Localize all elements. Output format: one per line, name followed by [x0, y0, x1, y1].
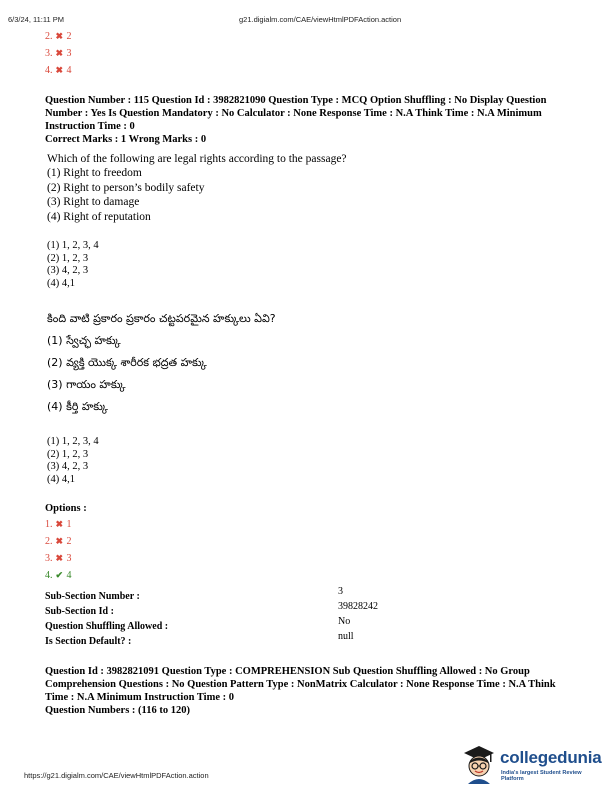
- subsection-row: Question Shuffling Allowed : No: [45, 616, 351, 632]
- statement-item: (3) Right to damage: [47, 196, 140, 208]
- question-stem-english: Which of the following are legal rights according to the passage?: [47, 153, 347, 165]
- print-datetime: 6/3/24, 11:11 PM: [8, 15, 65, 24]
- logo-wordmark: collegedunia: [500, 748, 602, 767]
- option-item: 1. ✖ 1: [45, 516, 72, 533]
- subsection-table: [45, 586, 378, 647]
- option-item: 3. ✖ 3: [45, 550, 72, 567]
- choice-item: (1) 1, 2, 3, 4: [47, 240, 99, 251]
- option-item: 2. ✖ 2: [45, 28, 72, 45]
- subsection-row: Sub-Section Id : 39828242: [45, 601, 378, 617]
- choice-item: (3) 4, 2, 3: [47, 461, 89, 472]
- choice-item: (3) 4, 2, 3: [47, 265, 89, 276]
- next-question-meta: Question Id : 3982821091 Question Type : COMPREHENSION Sub Question Shuffling Allowed : No Group Comprehension Questions : No Question Pattern Type : NonMatrix Calculator : None Response Time : N.A Think Time : N.A Minimum Instruction Time : 0: [45, 666, 556, 703]
- choice-list-telugu: [47, 436, 99, 486]
- question-numbers-range: Question Numbers : (116 to 120): [45, 705, 190, 716]
- choice-item: (2) 1, 2, 3: [47, 252, 89, 264]
- options-list: [45, 516, 72, 584]
- choice-item: (1) 1, 2, 3, 4: [47, 436, 99, 447]
- wrong-mark-icon: ✖: [55, 31, 64, 41]
- option-item: 4. ✖ 4: [45, 62, 72, 79]
- collegedunia-logo: [462, 744, 602, 784]
- print-url: g21.digialm.com/CAE/viewHtmlPDFAction.action: [239, 15, 402, 24]
- statement-item: (4) Right of reputation: [47, 210, 151, 223]
- statement-item: (2) వ్యక్తి యొక్క శారీరక భద్రత హక్కు: [47, 356, 207, 369]
- statement-item: (4) కీర్తి హక్కు: [47, 400, 108, 413]
- statement-list-telugu: [47, 330, 207, 418]
- question-stem-telugu: కింది వాటి ప్రకారం ప్రకారం చట్టపరమైన హక్కులు ఏవి?: [47, 312, 276, 325]
- statement-item: (1) స్వేచ్ఛ హక్కు: [47, 334, 121, 347]
- choice-item: (4) 4,1: [47, 473, 75, 485]
- option-item: 2. ✖ 2: [45, 533, 72, 550]
- question-marks: Correct Marks : 1 Wrong Marks : 0: [45, 134, 207, 145]
- logo-tagline: India's largest Student Review Platform: [501, 770, 582, 782]
- statement-item: (3) గాయం హక్కు: [47, 378, 126, 391]
- wrong-mark-icon: ✖: [55, 536, 64, 546]
- check-mark-icon: ✔: [55, 570, 64, 580]
- wrong-mark-icon: ✖: [55, 65, 64, 75]
- option-item: 3. ✖ 3: [45, 45, 72, 62]
- wrong-mark-icon: ✖: [55, 553, 64, 563]
- statement-item: (1) Right to freedom: [47, 167, 142, 179]
- wrong-mark-icon: ✖: [55, 48, 64, 58]
- subsection-row: Sub-Section Number : 3: [45, 586, 343, 602]
- statement-list-english: [47, 166, 204, 224]
- student-mascot-icon: [462, 744, 496, 784]
- statement-item: (2) Right to person’s bodily safety: [47, 181, 205, 194]
- choice-item: (4) 4,1: [47, 277, 75, 289]
- wrong-mark-icon: ✖: [55, 519, 64, 529]
- question-meta: Question Number : 115 Question Id : 3982821090 Question Type : MCQ Option Shuffling : No Display Question Number : Yes Is Question Mandatory : No Calculator : None Response Time : N.A Think Time : N.A Minimum Instruction Time : 0: [45, 95, 547, 132]
- option-item-correct: 4. ✔ 4: [45, 567, 72, 584]
- footer-url: https://g21.digialm.com/CAE/viewHtmlPDFAction.action: [24, 771, 209, 780]
- subsection-row: Is Section Default? : null: [45, 631, 354, 647]
- choice-list-english: [47, 240, 99, 290]
- previous-options-list: [45, 28, 72, 79]
- options-label: Options :: [45, 503, 87, 514]
- choice-item: (2) 1, 2, 3: [47, 448, 89, 460]
